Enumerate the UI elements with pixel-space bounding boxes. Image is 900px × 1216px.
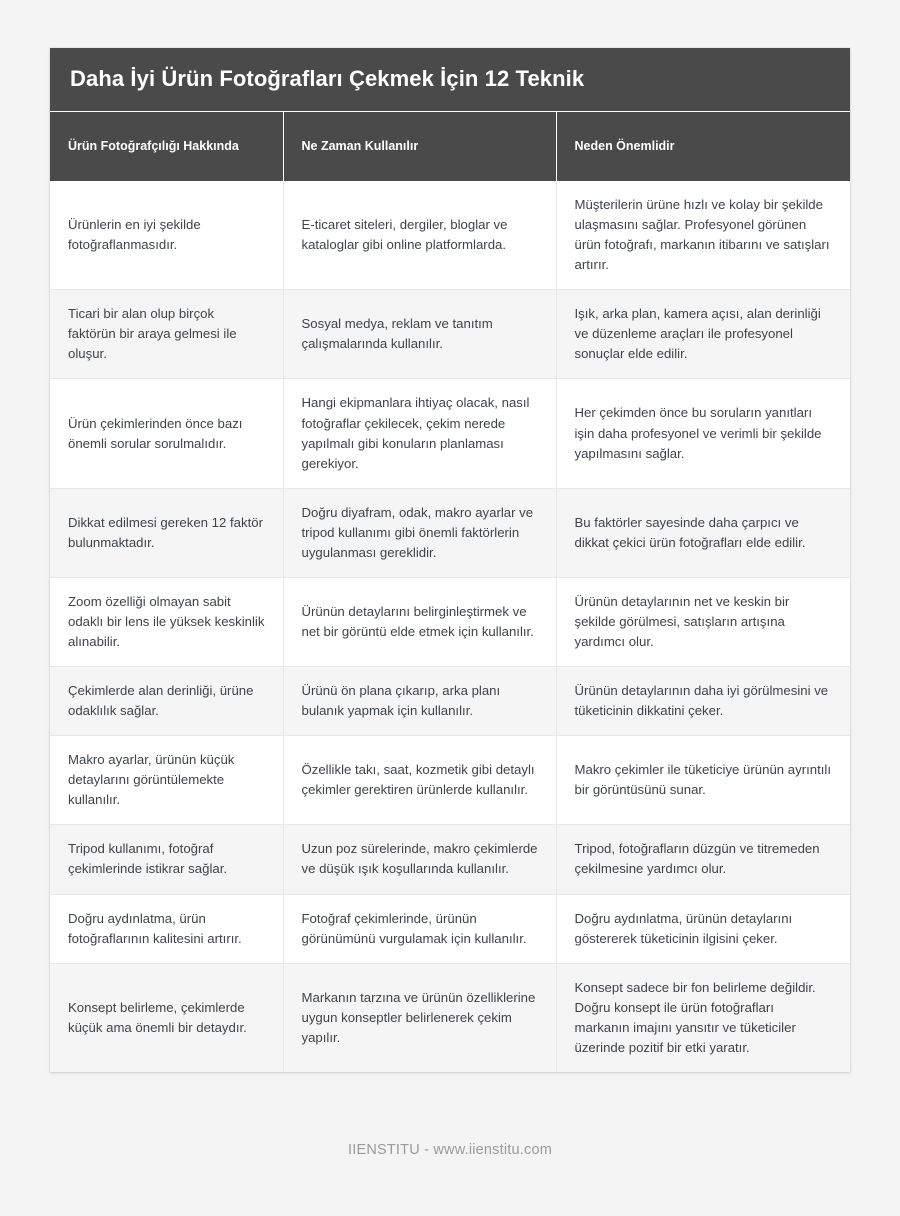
cell-about: Doğru aydınlatma, ürün fotoğraflarının kalitesini artırır. [50,894,283,963]
cell-why: Doğru aydınlatma, ürünün detaylarını göstererek tüketicinin ilgisini çeker. [556,894,850,963]
cell-when: Sosyal medya, reklam ve tanıtım çalışmalarında kullanılır. [283,290,556,379]
cell-when: E-ticaret siteleri, dergiler, bloglar ve kataloglar gibi online platformlarda. [283,181,556,290]
cell-why: Işık, arka plan, kamera açısı, alan derinliği ve düzenleme araçları ile profesyonel sonuçlar elde edilir. [556,290,850,379]
table-row [50,825,850,894]
product-photography-table [50,48,850,1072]
cell-why: Her çekimden önce bu soruların yanıtları işin daha profesyonel ve verimli bir şekilde yapılmasını sağlar. [556,379,850,488]
table-container [50,48,850,1072]
cell-when: Markanın tarzına ve ürünün özelliklerine uygun konseptler belirlenerek çekim yapılır. [283,963,556,1072]
cell-about: Tripod kullanımı, fotoğraf çekimlerinde istikrar sağlar. [50,825,283,894]
table-row [50,577,850,666]
page-title: Daha İyi Ürün Fotoğrafları Çekmek İçin 12 Teknik [50,48,850,111]
cell-why: Tripod, fotoğrafların düzgün ve titremeden çekilmesine yardımcı olur. [556,825,850,894]
cell-when: Uzun poz sürelerinde, makro çekimlerde ve düşük ışık koşullarında kullanılır. [283,825,556,894]
cell-about: Ürünlerin en iyi şekilde fotoğraflanmasıdır. [50,181,283,290]
table-row [50,181,850,290]
table-row [50,488,850,577]
header-row [50,111,850,181]
cell-when: Hangi ekipmanlara ihtiyaç olacak, nasıl fotoğraflar çekilecek, çekim nerede yapılmalı gibi konuların planlaması gerekiyor. [283,379,556,488]
cell-about: Konsept belirleme, çekimlerde küçük ama önemli bir detaydır. [50,963,283,1072]
cell-about: Çekimlerde alan derinliği, ürüne odaklılık sağlar. [50,667,283,736]
cell-why: Konsept sadece bir fon belirleme değildir. Doğru konsept ile ürün fotoğrafları markanın imajını yansıtır ve tüketiciler üzerinde pozitif bir etki yaratır. [556,963,850,1072]
cell-why: Ürünün detaylarının daha iyi görülmesini ve tüketicinin dikkatini çeker. [556,667,850,736]
cell-when: Doğru diyafram, odak, makro ayarlar ve tripod kullanımı gibi önemli faktörlerin uygulanması gereklidir. [283,488,556,577]
table-row [50,379,850,488]
cell-why: Ürünün detaylarının net ve keskin bir şekilde görülmesi, satışların artışına yardımcı olur. [556,577,850,666]
cell-when: Fotoğraf çekimlerinde, ürünün görünümünü vurgulamak için kullanılır. [283,894,556,963]
cell-why: Müşterilerin ürüne hızlı ve kolay bir şekilde ulaşmasını sağlar. Profesyonel görünen ürün fotoğrafı, markanın itibarını ve satışları artırır. [556,181,850,290]
cell-about: Ürün çekimlerinden önce bazı önemli sorular sorulmalıdır. [50,379,283,488]
cell-about: Dikkat edilmesi gereken 12 faktör bulunmaktadır. [50,488,283,577]
table-row [50,736,850,825]
column-header-when: Ne Zaman Kullanılır [283,111,556,181]
table-row [50,667,850,736]
column-header-about: Ürün Fotoğrafçılığı Hakkında [50,111,283,181]
cell-when: Ürünün detaylarını belirginleştirmek ve net bir görüntü elde etmek için kullanılır. [283,577,556,666]
cell-why: Bu faktörler sayesinde daha çarpıcı ve dikkat çekici ürün fotoğrafları elde edilir. [556,488,850,577]
table-row [50,290,850,379]
cell-about: Ticari bir alan olup birçok faktörün bir araya gelmesi ile oluşur. [50,290,283,379]
table-row [50,963,850,1072]
column-header-why: Neden Önemlidir [556,111,850,181]
cell-when: Ürünü ön plana çıkarıp, arka planı bulanık yapmak için kullanılır. [283,667,556,736]
cell-about: Makro ayarlar, ürünün küçük detaylarını görüntülemekte kullanılır. [50,736,283,825]
cell-about: Zoom özelliği olmayan sabit odaklı bir lens ile yüksek keskinlik alınabilir. [50,577,283,666]
cell-why: Makro çekimler ile tüketiciye ürünün ayrıntılı bir görüntüsünü sunar. [556,736,850,825]
table-row [50,894,850,963]
table-body [50,181,850,1072]
cell-when: Özellikle takı, saat, kozmetik gibi detaylı çekimler gerektiren ürünlerde kullanılır. [283,736,556,825]
footer-attribution: IIENSTITU - www.iienstitu.com [348,1142,552,1158]
table-header [50,111,850,181]
